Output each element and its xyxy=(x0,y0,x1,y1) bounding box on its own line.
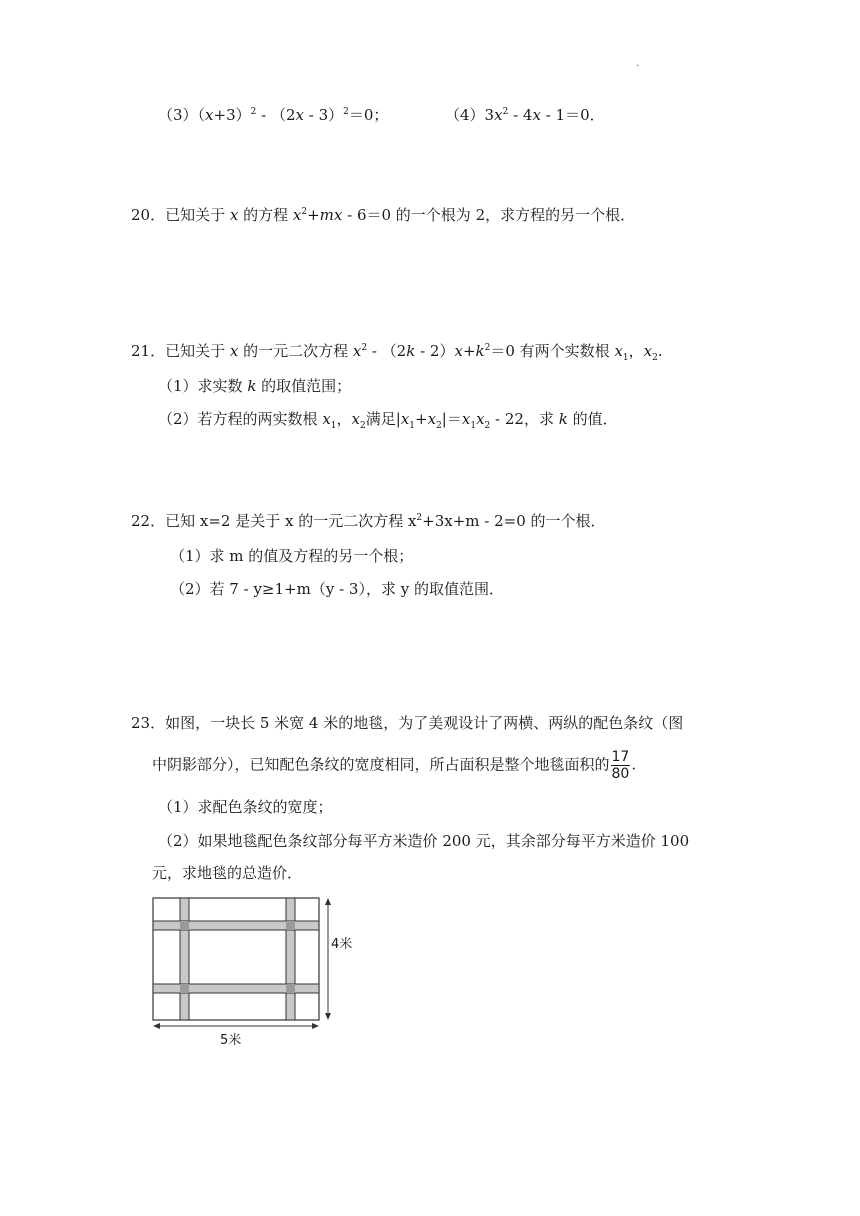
q22-part1: （1）求 m 的值及方程的另一个根； xyxy=(170,547,414,565)
q21-part2: （2）若方程的两实数根 $x_1$，$x_2$满足$|x_1+x_2|=x_1x_2 - 22$，求 k 的值． xyxy=(158,410,618,431)
q19-part3: $(3)(x+3)^2 - (2x - 3)^2=0$； xyxy=(158,106,389,124)
vertical-stripe-left xyxy=(180,898,189,1020)
q23-part1: （1）求配色条纹的宽度； xyxy=(158,798,333,816)
question-21: 21．已知关于 x 的一元二次方程 $x^2 - (2k - 2)x+k^2=0$ 有两个实数根 $x_1$，$x_2$. xyxy=(131,342,663,363)
q19-part4: $(4)3x^2 - 4x - 1=0$． xyxy=(445,106,605,124)
question-23-line2: 中阴影部分），已知配色条纹的宽度相同，所占面积是整个地毯面积的 $\frac{17}{80}$ . xyxy=(152,749,637,782)
carpet-figure xyxy=(148,893,358,1049)
vertical-stripe-right xyxy=(286,898,295,1020)
q23-part2-line1: （2）如果地毯配色条纹部分每平方米造价 200 元，其余部分每平方米造价 100 xyxy=(158,832,690,850)
fraction-17-80: $\frac{17}{80}$ xyxy=(611,749,630,782)
q22-part2: （2）若 7 - y≥1+m（y - 3），求 y 的取值范围． xyxy=(170,580,504,598)
question-20: 20．已知关于 x 的方程 $x^2+mx - 6=0$ 的一个根为 2，求方程的另一个根． xyxy=(131,206,636,224)
height-label: 4米 xyxy=(331,937,353,952)
page-mark: . xyxy=(636,58,640,69)
q23-part2-line2: 元，求地毯的总造价． xyxy=(152,864,303,882)
question-22: 22．已知 x=2 是关于 x 的一元二次方程 $x^2+3x+m - 2=0$ 的一个根． xyxy=(131,512,606,530)
q21-part1: （1）求实数 k 的取值范围； xyxy=(158,377,352,395)
question-23-line1: 23．如图，一块长 5 米宽 4 米的地毯，为了美观设计了两横、两纵的配色条纹（图 xyxy=(131,714,684,732)
width-label: 5米 xyxy=(220,1033,242,1048)
